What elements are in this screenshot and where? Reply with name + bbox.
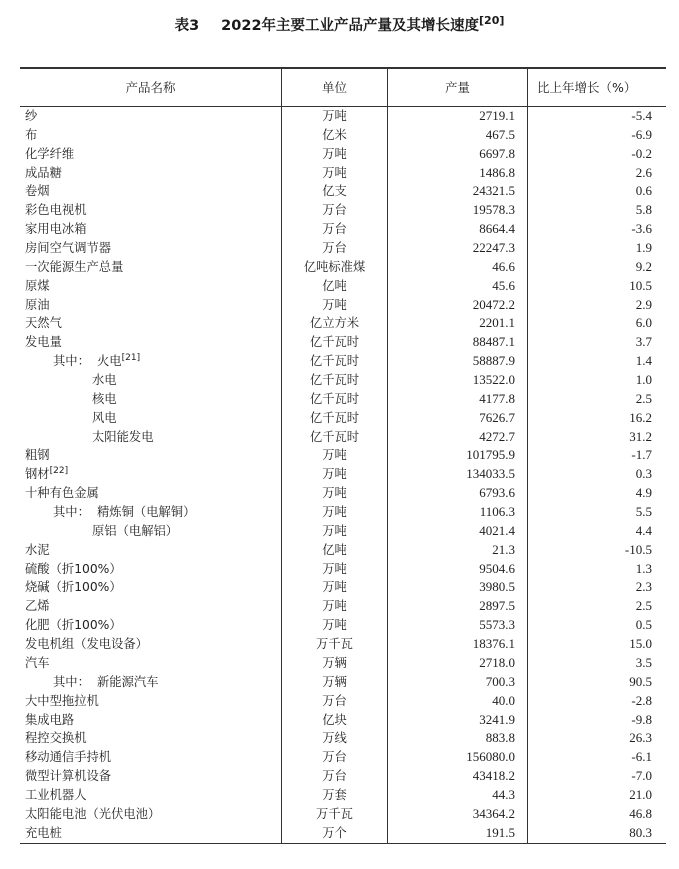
product-name-cell: [20, 597, 282, 616]
unit-cell: 万吨: [282, 484, 388, 503]
product-name-cell: [20, 220, 282, 239]
unit-cell: 万吨: [282, 616, 388, 635]
growth-cell: 0.6: [635, 183, 652, 199]
table-row: [20, 409, 666, 428]
product-name-cell: [20, 409, 282, 428]
output-cell: 6793.6: [388, 484, 528, 503]
growth-cell: 46.8: [629, 805, 652, 821]
table-row: [20, 164, 666, 183]
output-cell: 20472.2: [388, 296, 528, 315]
unit-cell: 万千瓦: [282, 805, 388, 824]
table-row: [20, 258, 666, 277]
growth-cell: -10.5: [624, 541, 652, 557]
product-name-cell: [20, 333, 282, 352]
table-header-row: [20, 69, 666, 107]
growth-cell: 26.3: [629, 730, 652, 746]
product-name: 天然气: [25, 316, 62, 331]
table-row: [20, 786, 666, 805]
unit-cell: 亿千瓦时: [282, 390, 388, 409]
output-cell: 18376.1: [388, 635, 528, 654]
product-name: 核电: [92, 391, 117, 406]
table-row: [20, 541, 666, 560]
product-name: 风电: [92, 410, 117, 425]
table-row: [20, 352, 666, 371]
table-row: [20, 145, 666, 164]
output-cell: 58887.9: [388, 352, 528, 371]
product-name: 火电: [97, 354, 122, 369]
unit-cell: 万辆: [282, 673, 388, 692]
growth-cell: 80.3: [629, 824, 652, 840]
table-row: [20, 748, 666, 767]
unit-cell: 万台: [282, 220, 388, 239]
product-name-cell: [20, 578, 282, 597]
output-cell: 40.0: [388, 692, 528, 711]
output-cell: 134033.5: [388, 465, 528, 484]
output-cell: 3980.5: [388, 578, 528, 597]
table-row: [20, 126, 666, 145]
product-name: 发电机组（发电设备）: [25, 637, 148, 652]
growth-cell: -9.8: [631, 711, 652, 727]
unit-cell: 亿立方米: [282, 314, 388, 333]
product-name: 太阳能发电: [92, 429, 154, 444]
product-name-cell: [20, 522, 282, 541]
unit-cell: 万吨: [282, 107, 388, 126]
unit-cell: 万台: [282, 767, 388, 786]
unit-cell: 万吨: [282, 145, 388, 164]
table-row: [20, 390, 666, 409]
product-name-cell: [20, 145, 282, 164]
table-row: [20, 692, 666, 711]
unit-cell: 万台: [282, 201, 388, 220]
unit-cell: 万吨: [282, 522, 388, 541]
product-name: 大中型拖拉机: [25, 693, 99, 708]
industrial-output-table: [20, 67, 666, 844]
product-name: 乙烯: [25, 599, 50, 614]
table-row: [20, 220, 666, 239]
product-name: 水电: [92, 373, 117, 388]
product-name-cell: [20, 824, 282, 843]
product-name-cell: [20, 692, 282, 711]
unit-cell: 亿千瓦时: [282, 428, 388, 447]
growth-cell: 0.5: [635, 617, 652, 633]
product-name-cell: [20, 446, 282, 465]
product-name-cell: [20, 314, 282, 333]
unit-cell: 亿支: [282, 182, 388, 201]
growth-cell: 2.9: [635, 296, 652, 312]
footnote-ref: [21]: [121, 353, 141, 364]
unit-cell: 万个: [282, 824, 388, 843]
unit-cell: 万吨: [282, 446, 388, 465]
unit-cell: 万千瓦: [282, 635, 388, 654]
title-footnote: [20]: [479, 14, 505, 28]
table-title: [0, 14, 679, 35]
product-name: 布: [25, 127, 38, 142]
product-name-cell: [20, 258, 282, 277]
growth-cell: -6.9: [631, 126, 652, 142]
product-name: 一次能源生产总量: [25, 259, 124, 274]
product-name-cell: [20, 503, 282, 522]
table-body: [20, 107, 666, 843]
product-name-cell: [20, 711, 282, 730]
output-cell: 6697.8: [388, 145, 528, 164]
table-row: [20, 182, 666, 201]
unit-cell: 万线: [282, 729, 388, 748]
product-name: 成品糖: [25, 165, 62, 180]
output-cell: 467.5: [388, 126, 528, 145]
product-name-cell: [20, 673, 282, 692]
growth-cell: 1.0: [635, 372, 652, 388]
output-cell: 1486.8: [388, 164, 528, 183]
product-name: 烧碱（折100%）: [25, 580, 122, 595]
product-name: 粗钢: [25, 448, 50, 463]
table-row: [20, 767, 666, 786]
output-cell: 22247.3: [388, 239, 528, 258]
unit-cell: 万吨: [282, 597, 388, 616]
table-row: [20, 277, 666, 296]
unit-cell: 亿吨: [282, 541, 388, 560]
growth-cell: 21.0: [629, 786, 652, 802]
header-growth: 比上年增长（%）: [537, 80, 637, 95]
product-name: 钢材: [25, 467, 50, 482]
growth-cell: 3.7: [635, 334, 652, 350]
output-cell: 2201.1: [388, 314, 528, 333]
unit-cell: 亿千瓦时: [282, 333, 388, 352]
growth-cell: -1.7: [631, 447, 652, 463]
product-name: 精炼铜（电解铜）: [97, 505, 196, 520]
unit-cell: 万吨: [282, 578, 388, 597]
product-name: 化学纤维: [25, 146, 75, 161]
product-name-cell: [20, 616, 282, 635]
growth-cell: -2.8: [631, 692, 652, 708]
growth-cell: 5.8: [635, 202, 652, 218]
footnote-ref: [22]: [49, 466, 69, 477]
product-name: 水泥: [25, 542, 50, 557]
product-name-cell: [20, 428, 282, 447]
header-unit: 单位: [282, 69, 388, 106]
unit-cell: 万套: [282, 786, 388, 805]
output-cell: 43418.2: [388, 767, 528, 786]
growth-cell: 2.3: [635, 579, 652, 595]
output-cell: 13522.0: [388, 371, 528, 390]
product-name-cell: [20, 164, 282, 183]
output-cell: 7626.7: [388, 409, 528, 428]
output-cell: 4177.8: [388, 390, 528, 409]
unit-cell: 亿千瓦时: [282, 352, 388, 371]
growth-cell: 1.4: [635, 353, 652, 369]
product-name-cell: [20, 729, 282, 748]
product-name: 充电桩: [25, 825, 62, 840]
table-row: [20, 578, 666, 597]
product-name-cell: [20, 654, 282, 673]
output-cell: 88487.1: [388, 333, 528, 352]
product-name-cell: [20, 126, 282, 145]
growth-cell: 31.2: [629, 428, 652, 444]
table-row: [20, 560, 666, 579]
product-name: 移动通信手持机: [25, 750, 112, 765]
subitem-prefix: 其中：: [53, 505, 90, 520]
growth-cell: 1.3: [635, 560, 652, 576]
unit-cell: 亿块: [282, 711, 388, 730]
table-row: [20, 503, 666, 522]
table-row: [20, 673, 666, 692]
growth-cell: -0.2: [631, 145, 652, 161]
output-cell: 24321.5: [388, 182, 528, 201]
product-name-cell: [20, 352, 282, 371]
output-cell: 156080.0: [388, 748, 528, 767]
growth-cell: 9.2: [635, 258, 652, 274]
unit-cell: 亿米: [282, 126, 388, 145]
table-row: [20, 711, 666, 730]
output-cell: 101795.9: [388, 446, 528, 465]
output-cell: 5573.3: [388, 616, 528, 635]
table-row: [20, 654, 666, 673]
unit-cell: 亿吨: [282, 277, 388, 296]
growth-cell: -7.0: [631, 768, 652, 784]
output-cell: 700.3: [388, 673, 528, 692]
product-name-cell: [20, 371, 282, 390]
table-row: [20, 296, 666, 315]
product-name: 原煤: [25, 278, 50, 293]
table-row: [20, 465, 666, 484]
unit-cell: 万吨: [282, 465, 388, 484]
table-row: [20, 824, 666, 843]
product-name-cell: [20, 182, 282, 201]
unit-cell: 亿千瓦时: [282, 371, 388, 390]
growth-cell: 90.5: [629, 673, 652, 689]
product-name: 程控交换机: [25, 731, 87, 746]
output-cell: 3241.9: [388, 711, 528, 730]
product-name-cell: [20, 201, 282, 220]
table-row: [20, 239, 666, 258]
output-cell: 44.3: [388, 786, 528, 805]
table-row: [20, 616, 666, 635]
output-cell: 2897.5: [388, 597, 528, 616]
product-name-cell: [20, 767, 282, 786]
unit-cell: 万台: [282, 748, 388, 767]
table-row: [20, 201, 666, 220]
table-row: [20, 446, 666, 465]
product-name-cell: [20, 748, 282, 767]
table-row: [20, 428, 666, 447]
growth-cell: 4.9: [635, 485, 652, 501]
table-row: [20, 107, 666, 126]
growth-cell: 1.9: [635, 240, 652, 256]
product-name: 新能源汽车: [97, 674, 159, 689]
output-cell: 46.6: [388, 258, 528, 277]
output-cell: 19578.3: [388, 201, 528, 220]
product-name-cell: [20, 786, 282, 805]
header-product-name: 产品名称: [20, 69, 282, 106]
product-name-cell: [20, 296, 282, 315]
growth-cell: 0.3: [635, 466, 652, 482]
table-row: [20, 729, 666, 748]
growth-cell: 2.5: [635, 390, 652, 406]
product-name-cell: [20, 560, 282, 579]
product-name-cell: [20, 107, 282, 126]
product-name: 纱: [25, 109, 38, 123]
output-cell: 45.6: [388, 277, 528, 296]
product-name: 化肥（折100%）: [25, 618, 122, 633]
product-name-cell: [20, 484, 282, 503]
product-name: 家用电冰箱: [25, 222, 87, 237]
growth-cell: 2.6: [635, 164, 652, 180]
growth-cell: -5.4: [631, 108, 652, 123]
product-name-cell: [20, 805, 282, 824]
product-name-cell: [20, 277, 282, 296]
table-number: 表3: [174, 18, 200, 34]
output-cell: 9504.6: [388, 560, 528, 579]
unit-cell: 亿千瓦时: [282, 409, 388, 428]
growth-cell: -6.1: [631, 749, 652, 765]
product-name: 硫酸（折100%）: [25, 561, 122, 576]
growth-cell: 15.0: [629, 636, 652, 652]
header-output: 产量: [388, 69, 528, 106]
table-row: [20, 371, 666, 390]
output-cell: 883.8: [388, 729, 528, 748]
product-name-cell: [20, 635, 282, 654]
output-cell: 8664.4: [388, 220, 528, 239]
growth-cell: 10.5: [629, 277, 652, 293]
product-name: 汽车: [25, 655, 50, 670]
unit-cell: 万吨: [282, 164, 388, 183]
output-cell: 4272.7: [388, 428, 528, 447]
unit-cell: 万吨: [282, 296, 388, 315]
product-name: 原铝（电解铝）: [92, 523, 179, 538]
product-name: 发电量: [25, 335, 62, 350]
subitem-prefix: 其中：: [53, 674, 90, 689]
unit-cell: 万吨: [282, 503, 388, 522]
unit-cell: 万台: [282, 239, 388, 258]
product-name-cell: [20, 541, 282, 560]
output-cell: 34364.2: [388, 805, 528, 824]
product-name: 工业机器人: [25, 787, 87, 802]
growth-cell: -3.6: [631, 221, 652, 237]
growth-cell: 4.4: [635, 522, 652, 538]
product-name: 原油: [25, 297, 50, 312]
output-cell: 4021.4: [388, 522, 528, 541]
output-cell: 2718.0: [388, 654, 528, 673]
subitem-prefix: 其中：: [53, 354, 90, 369]
product-name: 卷烟: [25, 184, 50, 199]
output-cell: 191.5: [388, 824, 528, 843]
unit-cell: 万辆: [282, 654, 388, 673]
table-row: [20, 314, 666, 333]
product-name: 集成电路: [25, 712, 75, 727]
product-name-cell: [20, 239, 282, 258]
growth-cell: 6.0: [635, 315, 652, 331]
product-name: 微型计算机设备: [25, 769, 112, 784]
table-row: [20, 484, 666, 503]
growth-cell: 5.5: [635, 504, 652, 520]
product-name: 彩色电视机: [25, 203, 87, 218]
product-name: 太阳能电池（光伏电池）: [25, 806, 161, 821]
growth-cell: 16.2: [629, 409, 652, 425]
table-row: [20, 522, 666, 541]
product-name-cell: [20, 390, 282, 409]
table-title-text: 2022年主要工业产品产量及其增长速度: [221, 18, 480, 34]
growth-cell: 2.5: [635, 598, 652, 614]
output-cell: 1106.3: [388, 503, 528, 522]
unit-cell: 万台: [282, 692, 388, 711]
product-name-cell: [20, 465, 282, 484]
growth-cell: 3.5: [635, 654, 652, 670]
unit-cell: 万吨: [282, 560, 388, 579]
output-cell: 2719.1: [388, 107, 528, 126]
product-name: 房间空气调节器: [25, 241, 112, 256]
table-row: [20, 333, 666, 352]
unit-cell: 亿吨标准煤: [282, 258, 388, 277]
table-row: [20, 597, 666, 616]
output-cell: 21.3: [388, 541, 528, 560]
product-name: 十种有色金属: [25, 486, 99, 501]
table-row: [20, 805, 666, 824]
table-row: [20, 635, 666, 654]
